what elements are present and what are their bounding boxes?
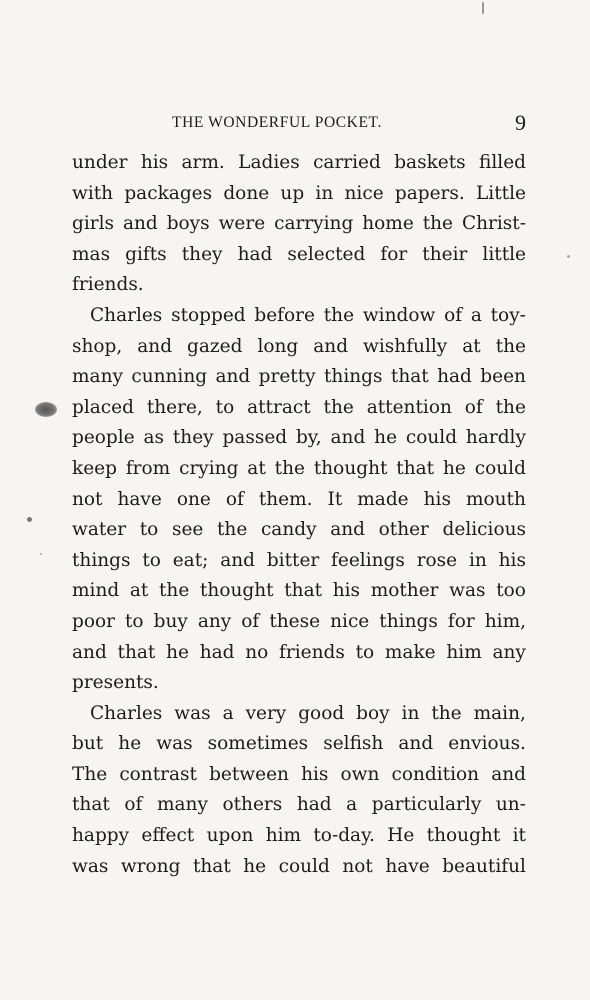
word: they bbox=[181, 243, 223, 265]
word: good bbox=[298, 702, 345, 724]
page-speck bbox=[40, 553, 42, 555]
word: his bbox=[140, 152, 169, 173]
text-line bbox=[72, 179, 526, 210]
word: his bbox=[332, 580, 361, 602]
word: too bbox=[496, 580, 526, 602]
word: papers. bbox=[394, 182, 465, 204]
word: contrast bbox=[119, 763, 197, 785]
word: filled bbox=[479, 152, 526, 173]
word: packages bbox=[124, 182, 213, 204]
word: the bbox=[323, 396, 354, 418]
text-line bbox=[72, 790, 526, 821]
word: thought bbox=[313, 457, 388, 479]
word: effect bbox=[141, 825, 195, 847]
word: pretty bbox=[258, 366, 316, 388]
word: at bbox=[247, 457, 266, 479]
word: him bbox=[265, 825, 302, 847]
word: Charles bbox=[90, 702, 163, 724]
word: upon bbox=[206, 825, 254, 847]
word: have bbox=[117, 488, 162, 510]
word: that bbox=[284, 580, 323, 602]
word: things bbox=[324, 366, 383, 388]
word: wishfully bbox=[363, 335, 448, 357]
word: the bbox=[495, 335, 526, 357]
word: by, bbox=[295, 427, 322, 449]
word: rose bbox=[416, 549, 458, 571]
word: not bbox=[72, 488, 103, 510]
word: that bbox=[396, 457, 435, 479]
word: to bbox=[142, 549, 161, 571]
word: sometimes bbox=[207, 733, 309, 755]
word: poor bbox=[72, 610, 115, 632]
word: it bbox=[512, 825, 526, 847]
text-line bbox=[72, 760, 526, 791]
word: of bbox=[225, 488, 244, 510]
word: from bbox=[125, 457, 171, 479]
word: was bbox=[449, 580, 486, 602]
text-line bbox=[72, 607, 526, 638]
word: attention bbox=[366, 396, 452, 418]
word: feelings bbox=[331, 549, 405, 571]
word: cunning bbox=[131, 366, 208, 388]
word: was bbox=[72, 855, 109, 877]
word: not bbox=[342, 855, 373, 877]
word: nice bbox=[344, 182, 384, 204]
word: people bbox=[72, 427, 135, 449]
text-line bbox=[72, 332, 526, 363]
word: in bbox=[468, 549, 487, 571]
text-line bbox=[72, 148, 526, 179]
word: selfish bbox=[323, 733, 384, 755]
word: have bbox=[385, 855, 430, 877]
word: crying bbox=[179, 457, 239, 479]
word: for bbox=[380, 243, 408, 265]
word: boys bbox=[166, 213, 210, 235]
text-line bbox=[72, 393, 526, 424]
word: delicious bbox=[442, 519, 526, 541]
word: things bbox=[72, 549, 131, 571]
word: a bbox=[346, 794, 358, 816]
word: and bbox=[220, 549, 255, 571]
word: that bbox=[117, 641, 156, 663]
running-header bbox=[70, 110, 530, 136]
text-line bbox=[72, 576, 526, 607]
word: of bbox=[464, 396, 483, 418]
word: his bbox=[423, 488, 451, 510]
word: attract bbox=[247, 396, 311, 418]
word: and bbox=[330, 427, 366, 449]
word: un- bbox=[495, 794, 526, 816]
word: a bbox=[470, 304, 482, 326]
word: that bbox=[390, 366, 429, 388]
text-line bbox=[72, 699, 526, 730]
word: Christ- bbox=[461, 213, 526, 235]
word: candy bbox=[260, 519, 317, 541]
word: mind bbox=[72, 580, 120, 602]
word: very bbox=[245, 702, 287, 724]
word: of bbox=[241, 610, 260, 632]
word: shop, bbox=[72, 335, 123, 357]
word: no bbox=[245, 641, 269, 663]
word: nice bbox=[330, 610, 370, 632]
word: mother bbox=[370, 580, 439, 602]
word: any bbox=[492, 641, 526, 663]
text-line bbox=[72, 821, 526, 852]
word: friends. bbox=[72, 274, 144, 296]
word: his bbox=[301, 763, 329, 785]
word: but bbox=[72, 733, 104, 755]
word: bitter bbox=[266, 549, 320, 571]
word: little bbox=[482, 243, 526, 265]
word: things bbox=[379, 610, 438, 632]
word: the bbox=[159, 580, 190, 602]
word: he bbox=[443, 457, 466, 479]
word: him, bbox=[484, 610, 526, 632]
word: friends bbox=[279, 641, 345, 663]
word: a bbox=[222, 702, 234, 724]
word: make bbox=[384, 641, 436, 663]
word: them. bbox=[258, 488, 313, 510]
word: had bbox=[296, 794, 332, 816]
word: was bbox=[156, 733, 193, 755]
word: eat; bbox=[172, 549, 209, 571]
word: main, bbox=[473, 702, 526, 724]
text-line bbox=[72, 515, 526, 546]
word: many bbox=[156, 794, 208, 816]
word: could bbox=[278, 855, 330, 877]
word: up bbox=[280, 182, 305, 204]
word: to bbox=[215, 396, 235, 418]
word: passed bbox=[222, 427, 288, 449]
word: in bbox=[315, 182, 334, 204]
word: particularly bbox=[371, 794, 482, 816]
word: selected bbox=[287, 243, 366, 265]
word: and bbox=[491, 763, 526, 785]
word: presents. bbox=[72, 672, 159, 694]
word: of bbox=[444, 304, 463, 326]
page-speck bbox=[482, 2, 484, 14]
text-line bbox=[72, 240, 526, 271]
word: envious. bbox=[448, 733, 526, 755]
word: in bbox=[401, 702, 420, 724]
word: the bbox=[495, 396, 526, 418]
word: buy bbox=[153, 610, 188, 632]
word: and bbox=[137, 335, 173, 357]
word: beautiful bbox=[442, 855, 526, 877]
word: others bbox=[222, 794, 283, 816]
body-text bbox=[72, 148, 526, 882]
text-line bbox=[72, 454, 526, 485]
word: home bbox=[362, 213, 414, 235]
word: was bbox=[174, 702, 211, 724]
word: were bbox=[218, 213, 266, 235]
word: girls bbox=[72, 213, 115, 235]
word: hardly bbox=[465, 427, 526, 449]
word: there, bbox=[146, 396, 203, 418]
word: Ladies bbox=[238, 152, 300, 173]
word: their bbox=[422, 243, 468, 265]
text-line bbox=[72, 301, 526, 332]
word: he bbox=[166, 641, 189, 663]
word: many bbox=[72, 366, 123, 388]
word: had bbox=[199, 641, 235, 663]
word: window bbox=[362, 304, 436, 326]
word: before bbox=[254, 304, 315, 326]
word: that bbox=[192, 855, 231, 877]
word: and bbox=[398, 733, 434, 755]
word: been bbox=[480, 366, 526, 388]
word: placed bbox=[72, 396, 134, 418]
word: for bbox=[447, 610, 475, 632]
word: to bbox=[139, 519, 159, 541]
word: made bbox=[357, 488, 409, 510]
word: could bbox=[474, 457, 526, 479]
word: see bbox=[171, 519, 204, 541]
word: had bbox=[237, 243, 273, 265]
word: toy- bbox=[490, 304, 526, 326]
word: with bbox=[72, 182, 114, 204]
word: carrying bbox=[274, 213, 354, 235]
ink-blot bbox=[35, 402, 57, 417]
word: mouth bbox=[465, 488, 526, 510]
word: had bbox=[437, 366, 472, 388]
word: at bbox=[129, 580, 149, 602]
word: done bbox=[223, 182, 270, 204]
text-line bbox=[72, 668, 526, 699]
word: The bbox=[72, 763, 108, 785]
text-line bbox=[72, 362, 526, 393]
word: he bbox=[243, 855, 267, 877]
word: and bbox=[313, 335, 349, 357]
word: and bbox=[330, 519, 365, 541]
word: between bbox=[209, 763, 289, 785]
word: mas bbox=[72, 243, 111, 265]
word: carried bbox=[313, 152, 381, 173]
word: boy bbox=[356, 702, 390, 724]
word: him bbox=[446, 641, 482, 663]
word: wrong bbox=[120, 855, 181, 877]
word: at bbox=[462, 335, 481, 357]
word: he bbox=[118, 733, 142, 755]
word: own bbox=[340, 763, 380, 785]
word: the bbox=[274, 457, 305, 479]
text-line bbox=[72, 270, 526, 301]
word: under bbox=[72, 152, 128, 173]
text-line bbox=[72, 209, 526, 240]
word: stopped bbox=[171, 304, 246, 326]
word: his bbox=[498, 549, 526, 571]
word: He bbox=[387, 825, 415, 847]
word: baskets bbox=[394, 152, 466, 173]
page-speck bbox=[27, 517, 32, 522]
text-line bbox=[72, 423, 526, 454]
text-line bbox=[72, 729, 526, 760]
word: and bbox=[215, 366, 251, 388]
word: Charles bbox=[90, 304, 163, 326]
word: arm. bbox=[181, 152, 225, 173]
word: other bbox=[378, 519, 429, 541]
word: the bbox=[431, 702, 462, 724]
word: any bbox=[197, 610, 232, 632]
word: they bbox=[172, 427, 214, 449]
text-line bbox=[72, 638, 526, 669]
word: of bbox=[124, 794, 143, 816]
word: these bbox=[269, 610, 321, 632]
word: thought bbox=[199, 580, 274, 602]
word: one bbox=[176, 488, 211, 510]
text-line bbox=[72, 546, 526, 577]
text-line bbox=[72, 852, 526, 883]
text-line bbox=[72, 485, 526, 516]
word: he bbox=[374, 427, 398, 449]
word: as bbox=[143, 427, 165, 449]
word: the bbox=[422, 213, 454, 235]
word: to bbox=[355, 641, 375, 663]
word: condition bbox=[391, 763, 480, 785]
word: Little bbox=[476, 182, 526, 204]
word: and bbox=[72, 641, 107, 663]
word: to bbox=[125, 610, 144, 632]
word: happy bbox=[72, 825, 130, 847]
word: gazed bbox=[187, 335, 243, 357]
word: water bbox=[72, 519, 127, 541]
word: and bbox=[122, 213, 158, 235]
word: keep bbox=[72, 457, 117, 479]
page-number: 9 bbox=[515, 110, 526, 135]
word: to-day. bbox=[313, 825, 375, 847]
page-speck bbox=[567, 255, 570, 258]
word: long bbox=[257, 335, 299, 357]
running-title: THE WONDERFUL POCKET. bbox=[172, 114, 382, 131]
word: gifts bbox=[125, 243, 167, 265]
word: could bbox=[405, 427, 458, 449]
word: the bbox=[216, 519, 248, 541]
word: that bbox=[72, 794, 110, 816]
word: thought bbox=[426, 825, 501, 847]
word: It bbox=[327, 488, 343, 510]
word: the bbox=[323, 304, 355, 326]
